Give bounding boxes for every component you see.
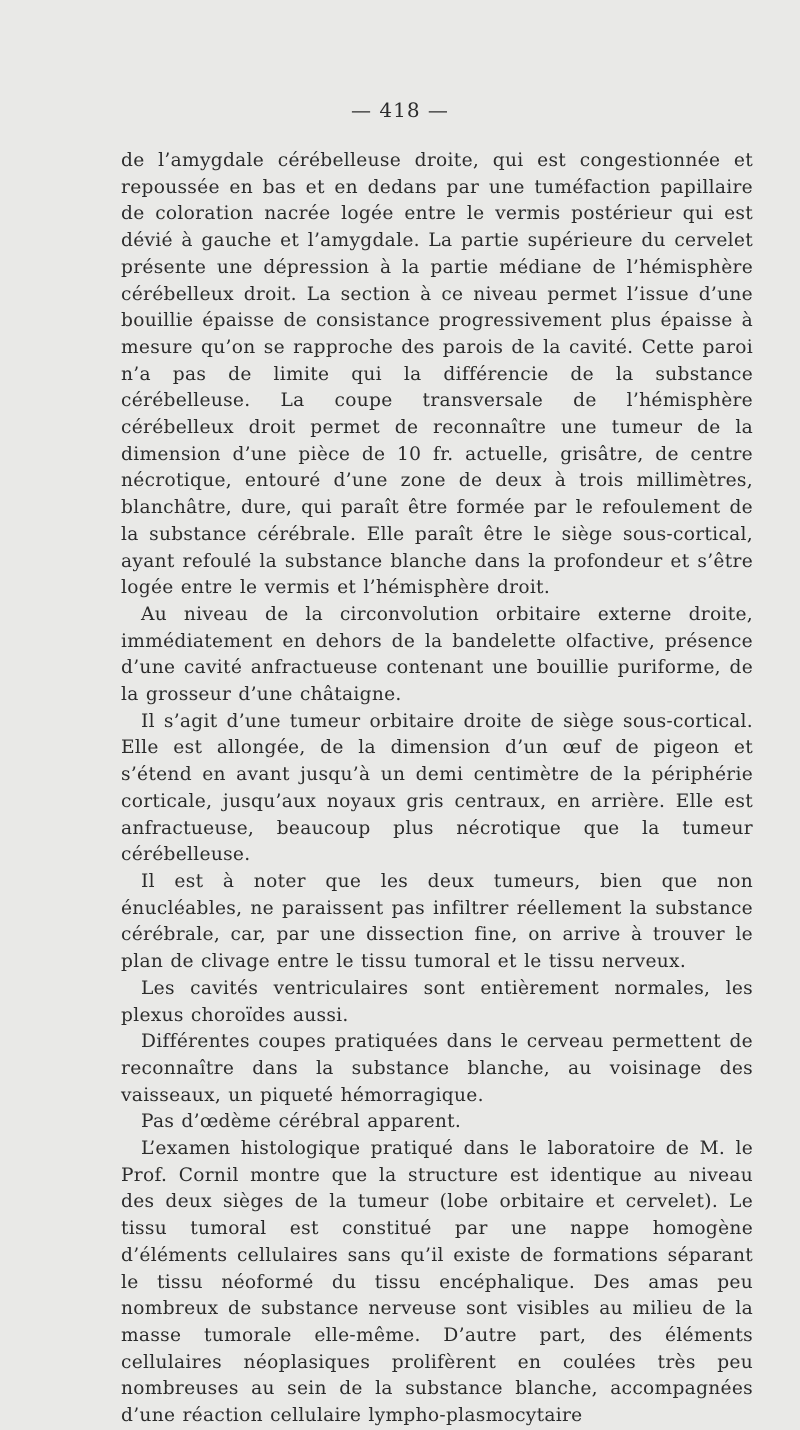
paragraph-orbital-tumor: Il s’agit d’une tumeur orbitaire droite de siège sous-cortical. Elle est allongée, de la dimension d’un œuf de pigeon et s’étend en avant jusqu’à un demi centimètre de la périphérie corticale, jusqu’aux noyaux gris centraux, en arrière. Elle est anfractueuse, beaucoup plus nécrotique que la tumeur cérébelleuse. xyxy=(121,710,753,866)
paragraph-cleavage-plane: Il est à noter que les deux tumeurs, bien que non énucléables, ne paraissent pas infiltrer réellement la substance cérébrale, car, par une dissection fine, on arrive à trouver le plan de clivage entre le tissu tumoral et le tissu nerveux. xyxy=(121,870,753,973)
paragraph-orbital-cavity: Au niveau de la circonvolution orbitaire externe droite, immédiatement en dehors de la bandelette olfactive, présence d’une cavité anfractueuse contenant une bouillie puriforme, de la grosseur d’une châtaigne. xyxy=(121,603,753,706)
paragraph-ventricles: Les cavités ventriculaires sont entièrement normales, les plexus choroïdes aussi. xyxy=(121,977,753,1026)
paragraph-no-edema: Pas d’œdème cérébral apparent. xyxy=(141,1111,462,1133)
paragraph-hemorrhagic-dots: Différentes coupes pratiquées dans le cerveau permettent de reconnaître dans la substance blanche, au voisinage des vaisseaux, un piqueté hémorragique. xyxy=(121,1031,753,1106)
paragraph-continuation: de l’amygdale cérébelleuse droite, qui est congestionnée et repoussée en bas et en dedans par une tuméfaction papillaire de coloration nacrée logée entre le vermis postérieur qui est dévié à gauche et l’amygdale. La partie supérieure du cervelet présente une dépression à la partie médiane de l’hémisphère cérébelleux droit. La section à ce niveau permet l’issue d’une bouillie épaisse de consistance progressivement plus épaisse à mesure qu’on se rapproche des parois de la cavité. Cette paroi n’a pas de limite qui la différencie de la substance cérébelleuse. La coupe transversale de l’hémisphère cérébelleux droit permet de reconnaître une tumeur de la dimension d’une pièce de 10 fr. actuelle, grisâtre, de centre nécrotique, entouré d’une zone de deux à trois millimètres, blanchâtre, dure, qui paraît être formée par le refoulement de la substance cérébrale. Elle paraît être le siège sous-cortical, ayant refoulé la substance blanche dans la profondeur et s’être logée entre le vermis et l’hémisphère droit. xyxy=(121,150,753,599)
page-number: — 418 — xyxy=(351,98,449,122)
paragraph-histology: L’examen histologique pratiqué dans le laboratoire de M. le Prof. Cornil montre que la structure est identique au niveau des deux sièges de la tumeur (lobe orbitaire et cervelet). Le tissu tumoral est constitué par une nappe homogène d’éléments cellulaires sans qu’il existe de formations séparant le tissu néoformé du tissu encéphalique. Des amas peu nombreux de substance nerveuse sont visibles au milieu de la masse tumorale elle-même. D’autre part, des éléments cellulaires néoplasiques prolifèrent en coulées très peu nombreuses au sein de la substance blanche, accompagnées d’une réaction cellulaire lympho-plasmocytaire xyxy=(121,1138,753,1427)
body-text xyxy=(121,148,753,1430)
